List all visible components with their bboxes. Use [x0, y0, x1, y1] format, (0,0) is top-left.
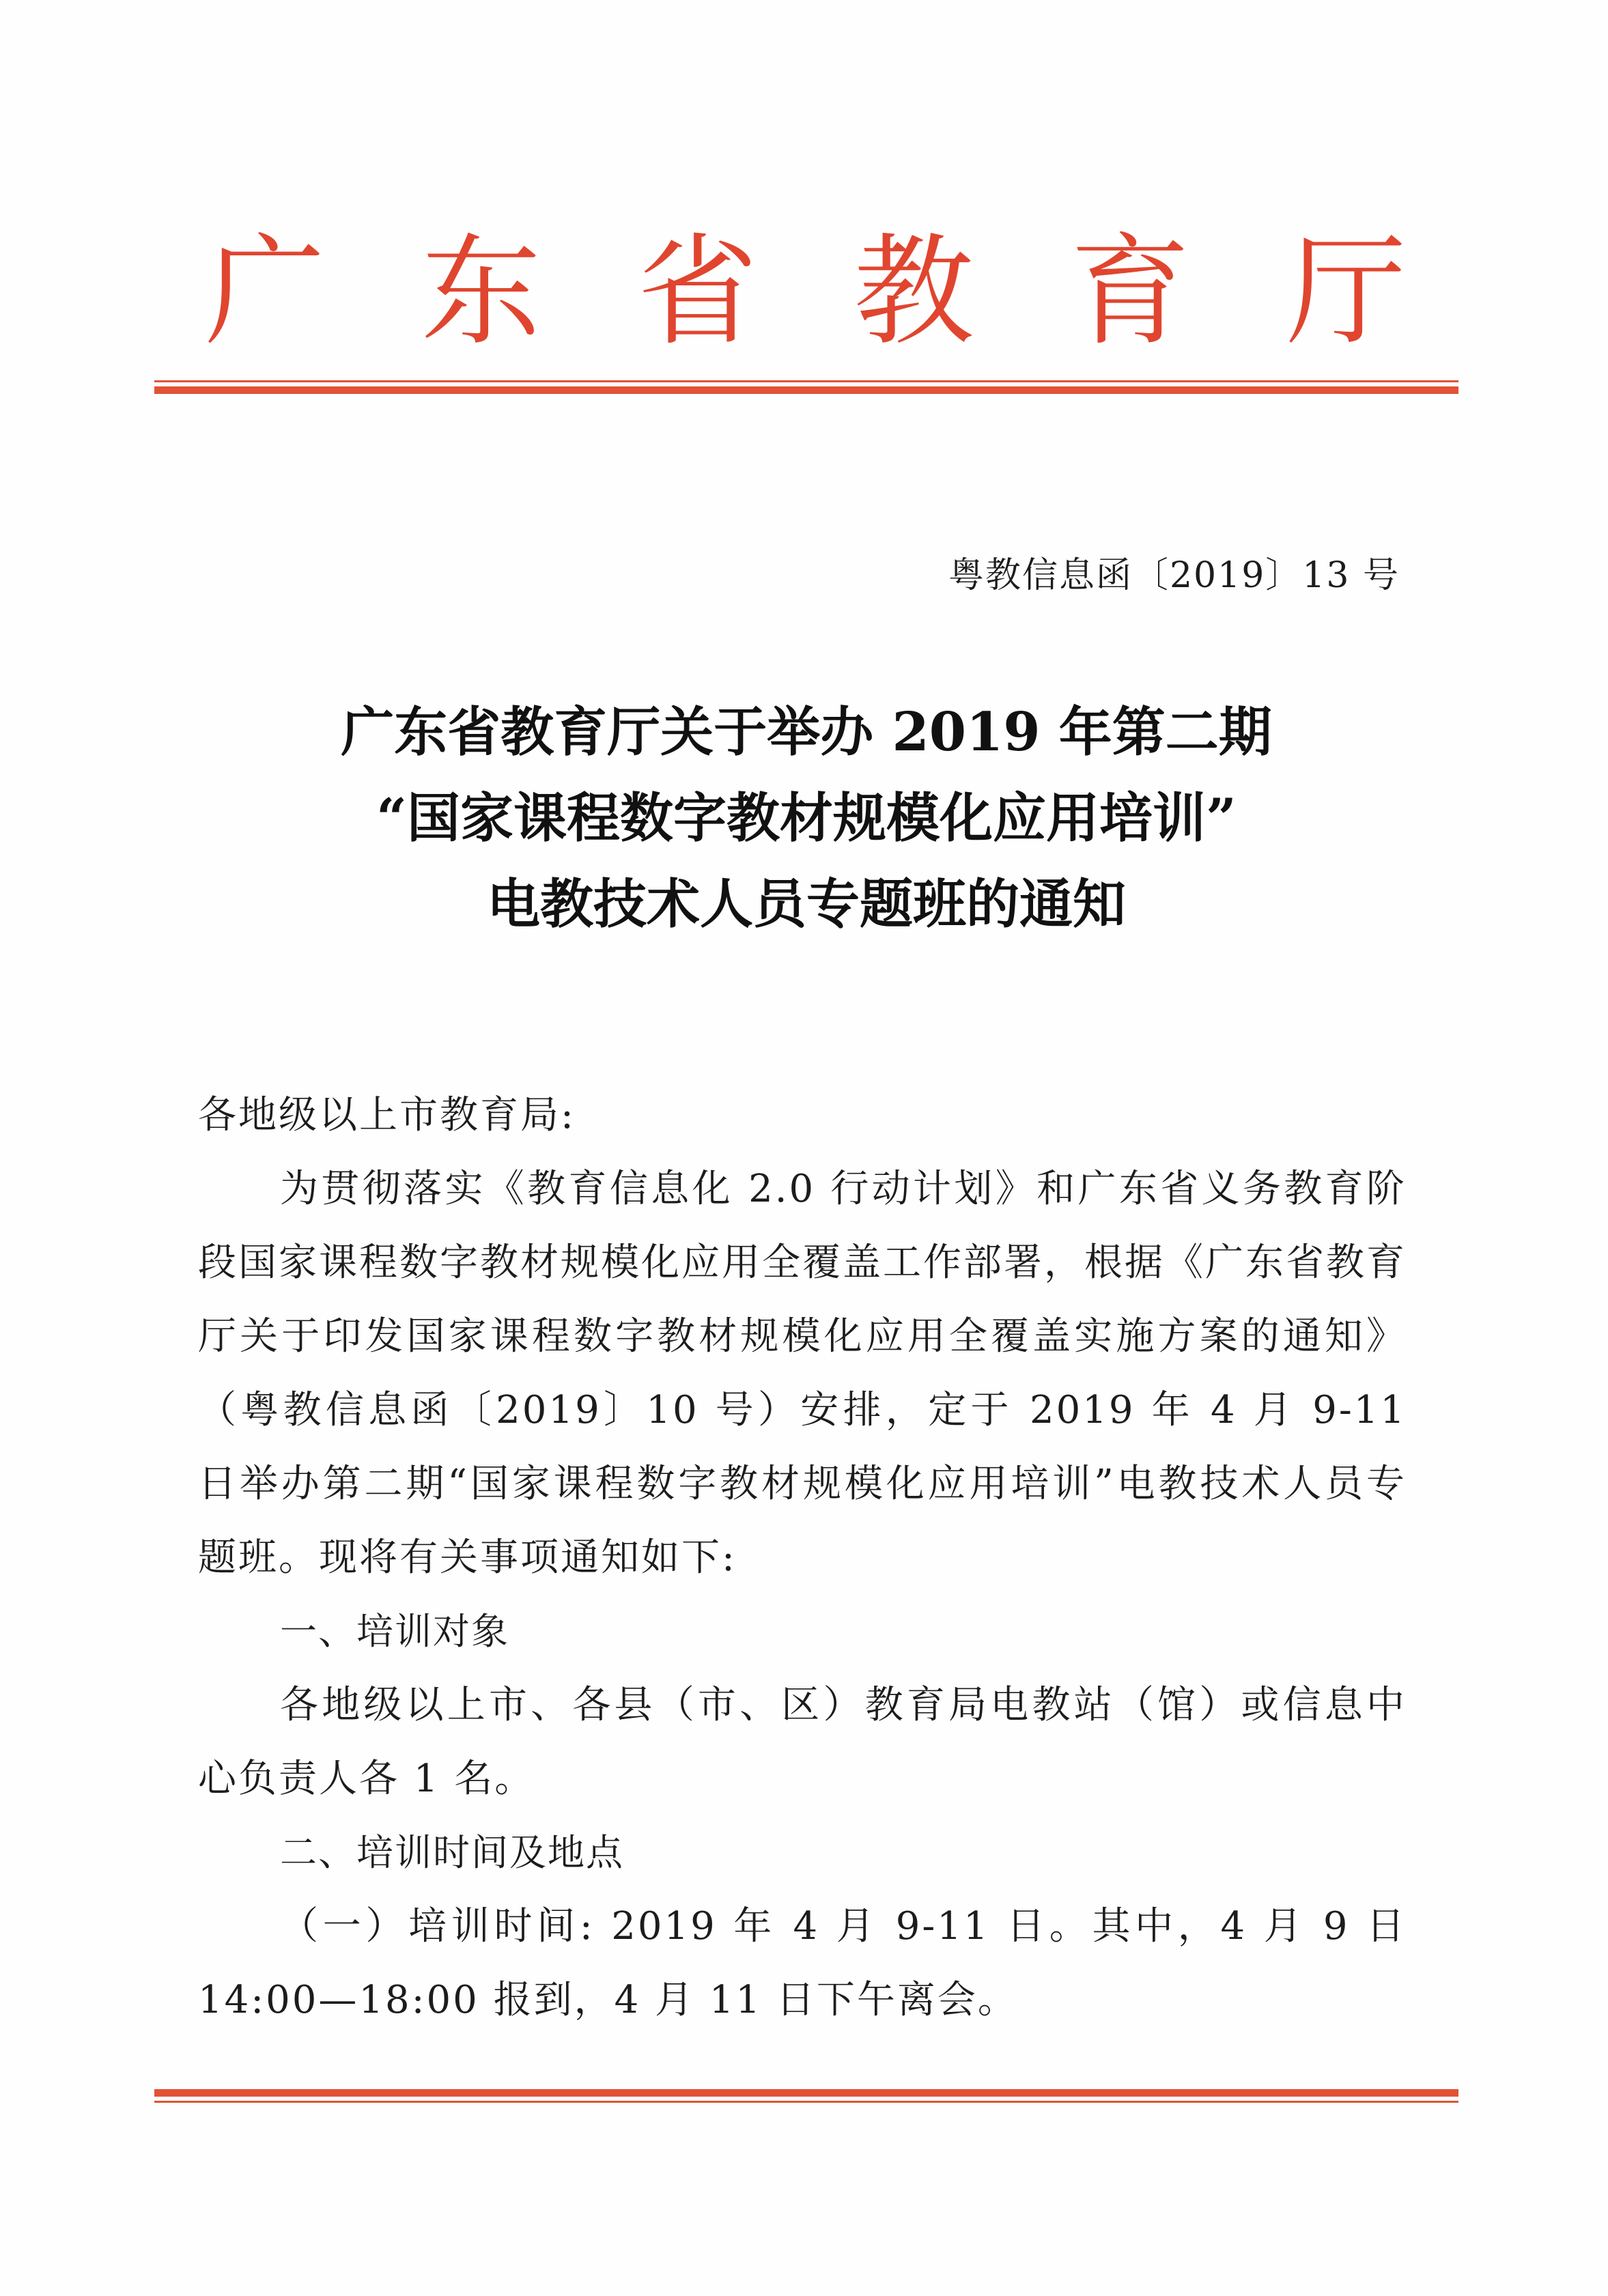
letterhead-char: 省 — [637, 222, 758, 362]
footer-divider-thick — [154, 2089, 1458, 2097]
header-divider-thick — [154, 386, 1458, 394]
title-line-2: “国家课程数字教材规模化应用培训” — [376, 787, 1237, 849]
document-body — [198, 1079, 1407, 2037]
footer-divider-thin — [154, 2101, 1458, 2103]
title-line-3: 电教技术人员专题班的通知 — [486, 873, 1126, 935]
header-divider-thin — [154, 380, 1458, 382]
document-number: 粤教信息函〔2019〕13 号 — [948, 555, 1400, 596]
section-heading: 二、培训时间及地点 — [280, 1831, 624, 1874]
letterhead-char: 广 — [205, 222, 326, 362]
document-title — [154, 690, 1458, 948]
letterhead-char: 教 — [854, 222, 974, 362]
letterhead-char: 育 — [1070, 222, 1191, 362]
letterhead-char: 厅 — [1286, 222, 1407, 362]
body-paragraph: 为贯彻落实《教育信息化 2.0 行动计划》和广东省义务教育阶段国家课程数字教材规模化应用全覆盖工作部署，根据《广东省教育厅关于印发国家课程数字教材规模化应用全覆盖实施方案的通知》（粤教信息函〔2019〕10 号）安排，定于 2019 年 4 月 9-11 日举办第二期“国家课程数字教材规模化应用培训”电教技术人员专题班。现将有关事项通知如下: — [198, 1167, 1407, 1580]
letterhead — [205, 222, 1407, 362]
title-line-1: 广东省教育厅关于举办 2019 年第二期 — [341, 701, 1272, 763]
section-heading: 一、培训对象 — [280, 1610, 509, 1653]
body-paragraph: 各地级以上市、各县（市、区）教育局电教站（馆）或信息中心负责人各 1 名。 — [198, 1683, 1407, 1801]
letterhead-char: 东 — [421, 222, 541, 362]
body-paragraph: （一）培训时间: 2019 年 4 月 9-11 日。其中，4 月 9 日 14:00—18:00 报到，4 月 11 日下午离会。 — [198, 1904, 1407, 2022]
salutation: 各地级以上市教育局: — [198, 1093, 576, 1137]
